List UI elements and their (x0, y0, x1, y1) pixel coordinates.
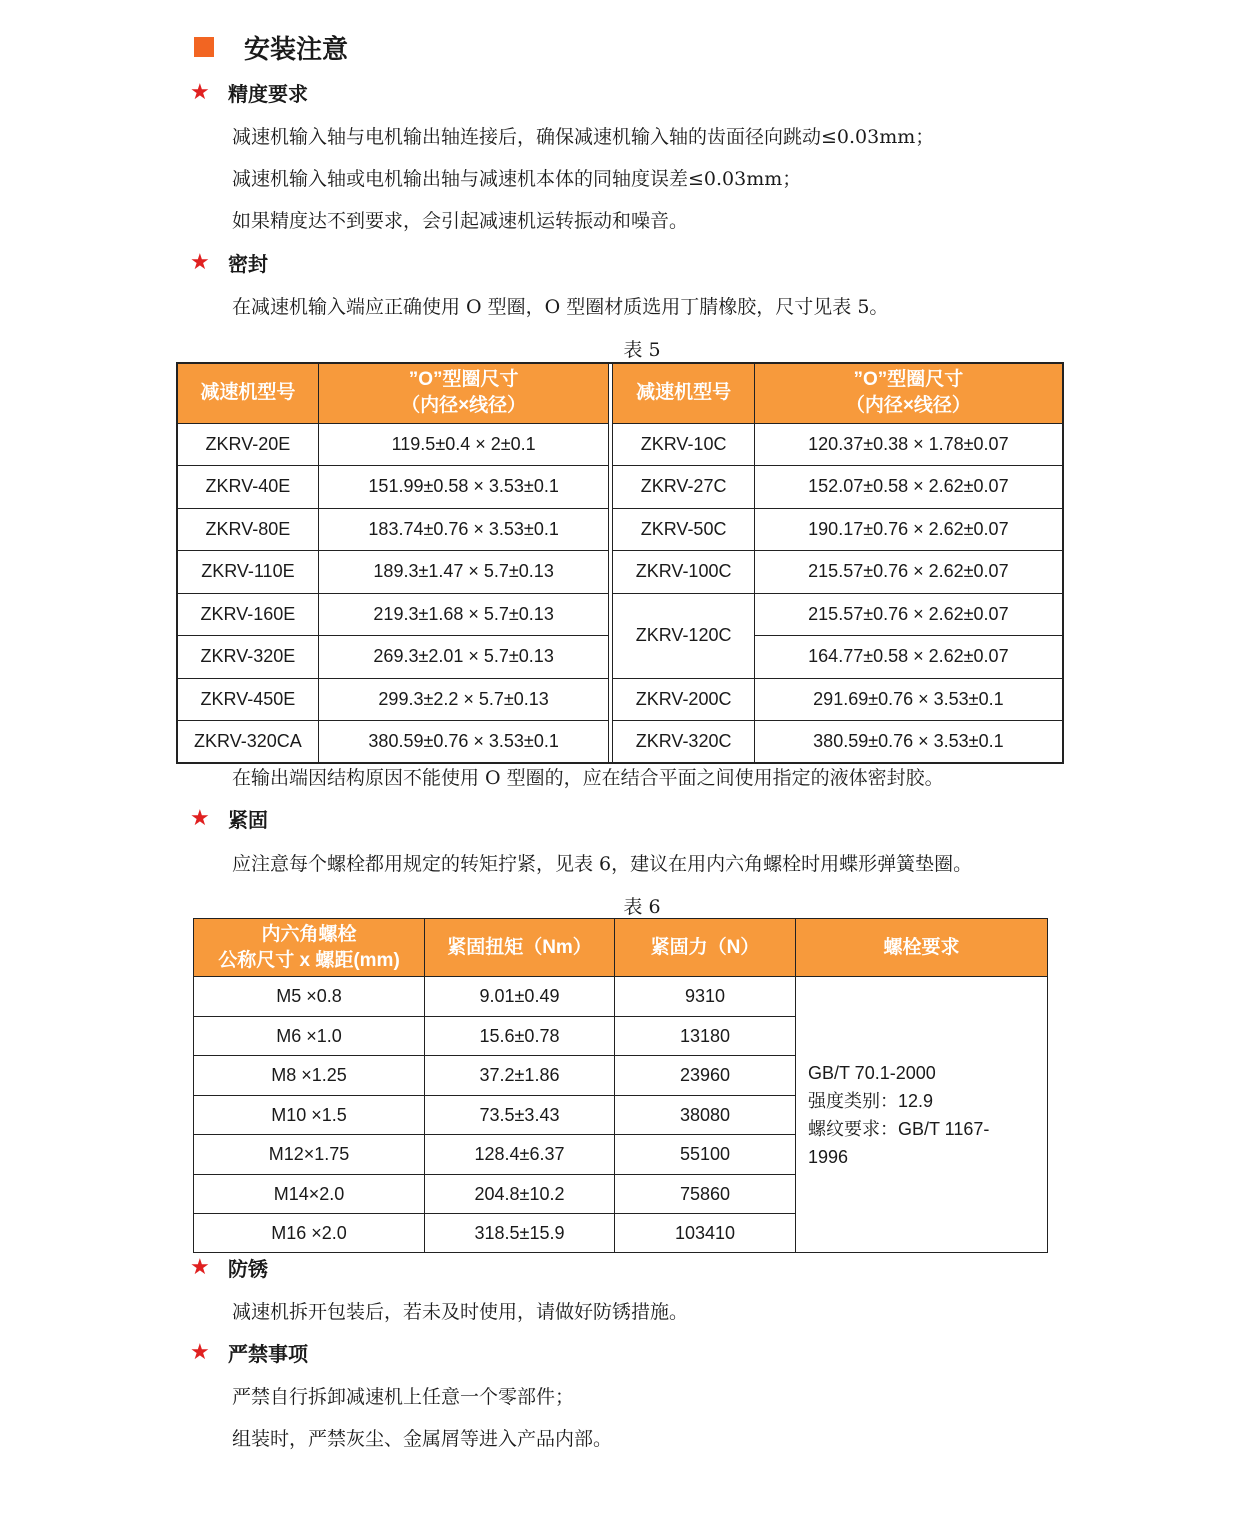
precision-line-2: 减速机输入轴或电机输出轴与减速机本体的同轴度误差≤0.03mm； (232, 168, 802, 190)
table-row: M6 ×1.0 15.6±0.78 13180 (194, 1017, 1048, 1056)
table-row: ZKRV-160E 219.3±1.68 × 5.7±0.13 ZKRV-120C 215.57±0.76 × 2.62±0.07 (177, 593, 1063, 635)
table-row: M12×1.75 128.4±6.37 55100 (194, 1135, 1048, 1175)
table5-header-oring: ”O”型圈尺寸 （内径×线径） (754, 363, 1063, 423)
table5-header-row (177, 363, 1063, 423)
forbid-line-1: 严禁自行拆卸减速机上任意一个零部件； (232, 1386, 575, 1408)
table-row: ZKRV-40E 151.99±0.58 × 3.53±0.1 ZKRV-27C 152.07±0.58 × 2.62±0.07 (177, 465, 1063, 508)
table-row: ZKRV-320CA 380.59±0.76 × 3.53±0.1 ZKRV-320C 380.59±0.76 × 3.53±0.1 (177, 720, 1063, 763)
seal-after: 在输出端因结构原因不能使用 O 型圈的，应在结合平面之间使用指定的液体密封胶。 (232, 767, 944, 789)
table-row: M14×2.0 204.8±10.2 75860 (194, 1175, 1048, 1214)
star-icon: ★ (190, 249, 210, 275)
forbid-line-2: 组装时，严禁灰尘、金属屑等进入产品内部。 (232, 1428, 613, 1450)
rust-line: 减速机拆开包装后，若未及时使用，请做好防锈措施。 (232, 1301, 689, 1323)
precision-line-1: 减速机输入轴与电机输出轴连接后，确保减速机输入轴的齿面径向跳动≤0.03mm； (232, 126, 935, 148)
table5-caption: 表 5 (623, 339, 661, 361)
table5-header-model: 减速机型号 (613, 363, 754, 423)
table-row: ZKRV-450E 299.3±2.2 × 5.7±0.13 ZKRV-200C 291.69±0.76 × 3.53±0.1 (177, 678, 1063, 720)
seal-intro: 在减速机输入端应正确使用 O 型圈，O 型圈材质选用丁腈橡胶，尺寸见表 5。 (232, 296, 889, 318)
table5 (176, 362, 1064, 764)
table-row: ZKRV-80E 183.74±0.76 × 3.53±0.1 ZKRV-50C 190.17±0.76 × 2.62±0.07 (177, 508, 1063, 550)
star-icon: ★ (190, 805, 210, 831)
star-icon: ★ (190, 1339, 210, 1365)
table-row: M16 ×2.0 318.5±15.9 103410 (194, 1214, 1048, 1253)
table-row: M8 ×1.25 37.2±1.86 23960 (194, 1056, 1048, 1096)
heading-forbid: ★ 严禁事项 (190, 1339, 308, 1366)
table6-header-force: 紧固力（N） (615, 919, 796, 977)
fasten-intro: 应注意每个螺栓都用规定的转矩拧紧，见表 6，建议在用内六角螺栓时用蝶形弹簧垫圈。 (232, 853, 973, 875)
table5-header-oring: ”O”型圈尺寸 （内径×线径） (318, 363, 609, 423)
star-icon: ★ (190, 1254, 210, 1280)
bolt-requirement: GB/T 70.1-2000 强度类别：12.9 螺纹要求：GB/T 1167- 1996 (796, 977, 1048, 1253)
table-row: ZKRV-110E 189.3±1.47 × 5.7±0.13 ZKRV-100C 215.57±0.76 × 2.62±0.07 (177, 550, 1063, 593)
star-icon: ★ (190, 79, 210, 105)
orange-square-icon (194, 37, 214, 57)
heading-seal: ★ 密封 (190, 249, 268, 276)
table6-header-torque: 紧固扭矩（Nm） (425, 919, 615, 977)
table6-caption: 表 6 (623, 896, 661, 918)
heading-precision: ★ 精度要求 (190, 79, 308, 106)
section-title (194, 30, 348, 64)
table6-header-size: 内六角螺栓 公称尺寸 x 螺距(mm) (194, 919, 425, 977)
table-row: ZKRV-20E 119.5±0.4 × 2±0.1 ZKRV-10C 120.37±0.38 × 1.78±0.07 (177, 423, 1063, 465)
table6 (193, 918, 1048, 1253)
table5-header-model: 减速机型号 (177, 363, 318, 423)
table-row: M5 ×0.8 9.01±0.49 9310 GB/T 70.1-2000 强度类别：12.9 螺纹要求：GB/T 1167- 1996 (194, 977, 1048, 1017)
table-row: M10 ×1.5 73.5±3.43 38080 (194, 1096, 1048, 1135)
table-row: ZKRV-320E 269.3±2.01 × 5.7±0.13 164.77±0.58 × 2.62±0.07 (177, 635, 1063, 678)
precision-line-3: 如果精度达不到要求，会引起减速机运转振动和噪音。 (232, 210, 689, 232)
table6-header-row (194, 919, 1048, 977)
heading-fasten: ★ 紧固 (190, 805, 268, 832)
page-title: 安装注意 (244, 34, 349, 65)
table6-header-requirement: 螺栓要求 (796, 919, 1048, 977)
heading-rust: ★ 防锈 (190, 1254, 268, 1281)
